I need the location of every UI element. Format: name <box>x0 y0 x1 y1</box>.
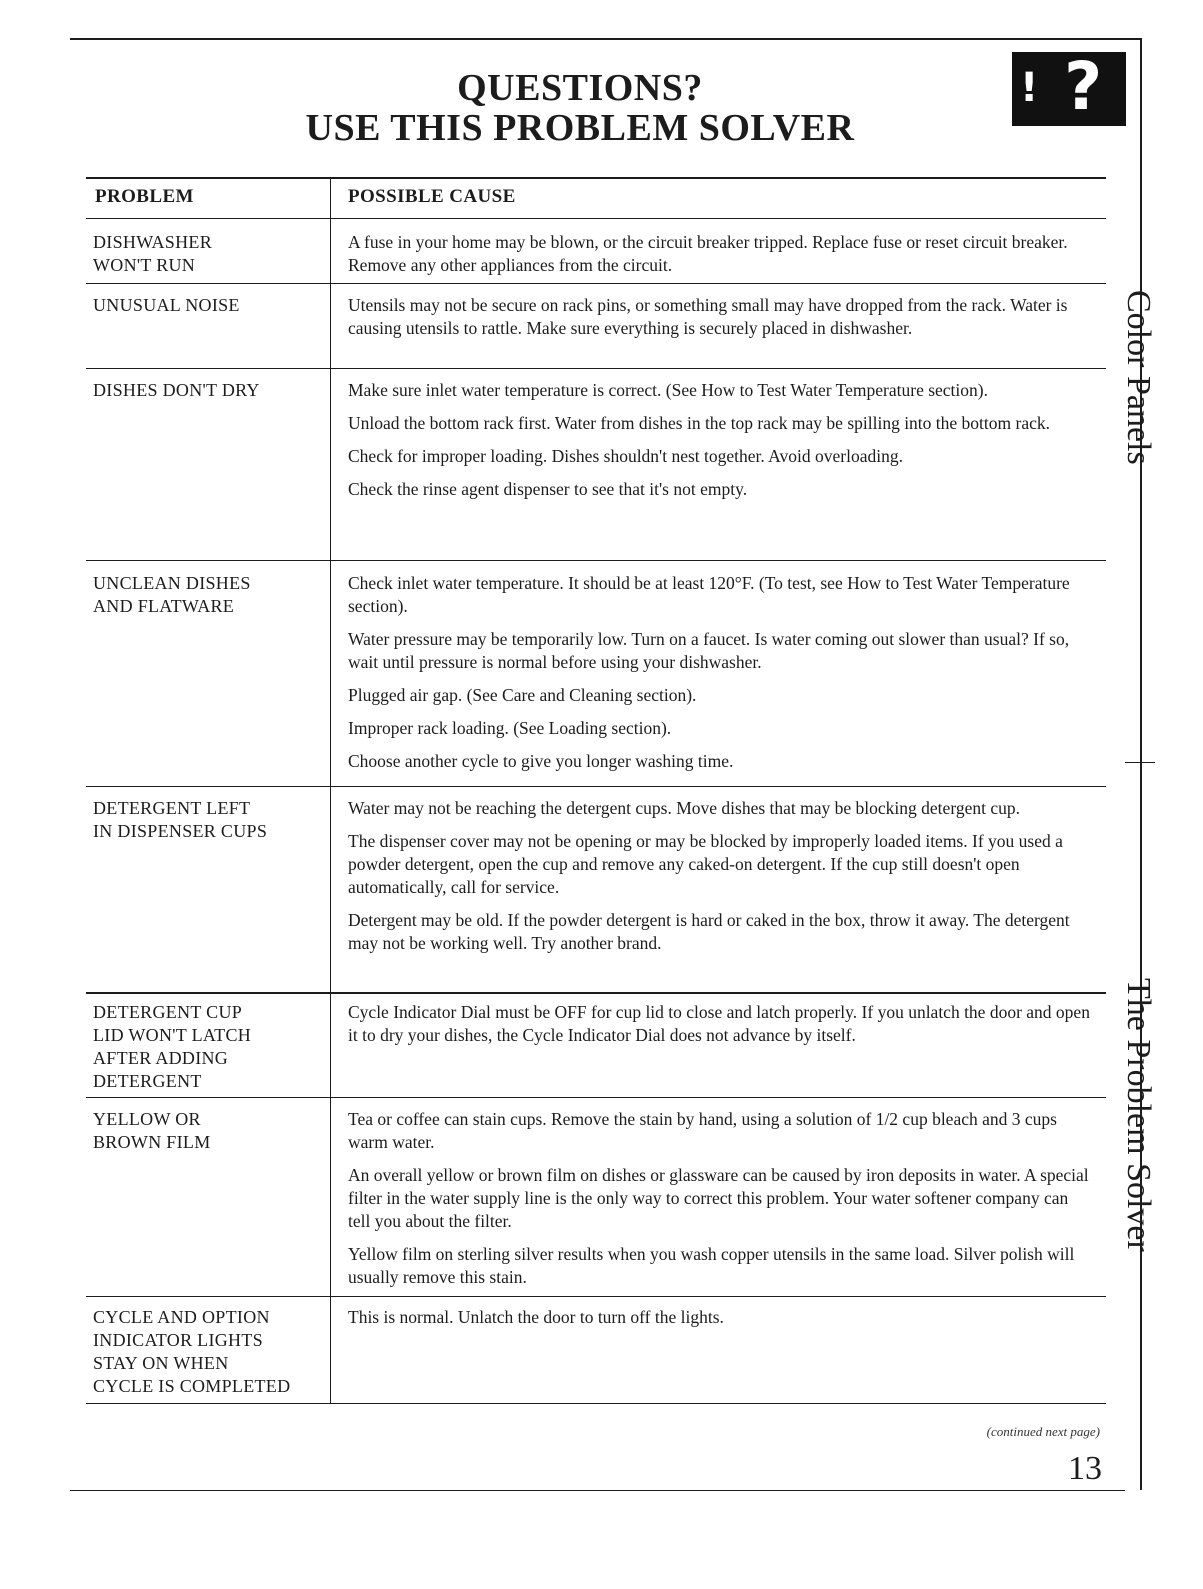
question-mark-glyph: ? <box>1064 52 1103 125</box>
bottom-rule <box>70 1490 1125 1491</box>
cause-cell <box>348 1001 1093 1057</box>
cause-text: The dispenser cover may not be opening or may be blocked by improperly loaded items. If you used a powder detergent, open the cup and remove any caked-on detergent. If the cup still doesn't open automatically, call for service. <box>348 831 1063 897</box>
row-rule-2 <box>86 368 1106 369</box>
cause-text: Check the rinse agent dispenser to see that it's not empty. <box>348 479 748 499</box>
side-tab-problem-solver: The Problem Solver <box>1120 978 1157 1252</box>
problem-cell: YELLOW OR BROWN FILM <box>93 1109 211 1152</box>
cause-text: Cycle Indicator Dial must be OFF for cup lid to close and latch properly. If you unlatch the door and open it to dry your dishes, the Cycle Indicator Dial does not advance by itself. <box>348 1002 1090 1045</box>
cause-text: Check for improper loading. Dishes shouldn't nest together. Avoid overloading. <box>348 446 903 466</box>
cause-text: Check inlet water temperature. It should be at least 120°F. (To test, see How to Test Water Temperature section). <box>348 573 1070 616</box>
side-tab-color-panels: Color Panels <box>1120 290 1157 465</box>
cause-text: Detergent may be old. If the powder detergent is hard or caked in the box, throw it away. The detergent may not be working well. Try another brand. <box>348 910 1070 953</box>
row-rule-3 <box>86 560 1106 561</box>
cause-cell <box>348 379 1093 511</box>
problem-cell: DETERGENT LEFT IN DISPENSER CUPS <box>93 798 268 841</box>
row-rule-4 <box>86 786 1106 787</box>
cause-text: Choose another cycle to give you longer washing time. <box>348 751 734 771</box>
row-rule-6 <box>86 1097 1106 1098</box>
problem-cell: CYCLE AND OPTION INDICATOR LIGHTS STAY ON WHEN CYCLE IS COMPLETED <box>93 1307 291 1396</box>
cause-text: Utensils may not be secure on rack pins, or something small may have dropped from the rack. Water is causing utensils to rattle. Make sure everything is securely placed in dishwasher. <box>348 295 1068 338</box>
header-possible-cause: POSSIBLE CAUSE <box>348 186 516 207</box>
cause-text: Water pressure may be temporarily low. Turn on a faucet. Is water coming out slower than usual? If so, wait until pressure is normal before using your dishwasher. <box>348 629 1070 672</box>
problem-cell: UNCLEAN DISHES AND FLATWARE <box>93 573 251 616</box>
cause-text: Plugged air gap. (See Care and Cleaning section). <box>348 685 697 705</box>
top-rule <box>70 38 1142 40</box>
cause-text: This is normal. Unlatch the door to turn off the lights. <box>348 1307 724 1327</box>
cause-text: Yellow film on sterling silver results when you wash copper utensils in the same load. Silver polish will usually remove this stain. <box>348 1244 1075 1287</box>
continued-note: (continued next page) <box>986 1424 1100 1439</box>
question-badge-icon <box>1012 52 1126 126</box>
cause-text: An overall yellow or brown film on dishes or glassware can be caused by iron deposits in water. A special filter in the water supply line is the only way to correct this problem. Your water softener company can tell you about the filter. <box>348 1165 1089 1231</box>
cause-text: A fuse in your home may be blown, or the circuit breaker tripped. Replace fuse or reset circuit breaker. Remove any other appliances from the circuit. <box>348 232 1068 275</box>
exclamation-glyph: ! <box>1020 65 1039 111</box>
cause-text: Improper rack loading. (See Loading section). <box>348 718 672 738</box>
cause-cell <box>348 294 1093 350</box>
cause-text: Water may not be reaching the detergent cups. Move dishes that may be blocking detergent cup. <box>348 798 1020 818</box>
row-rule-5 <box>86 992 1106 994</box>
cause-text: Unload the bottom rack first. Water from dishes in the top rack may be spilling into the bottom rack. <box>348 413 1050 433</box>
table-top-rule <box>86 177 1106 179</box>
problem-cell: DISHWASHER WON'T RUN <box>93 232 213 275</box>
problem-cell: DETERGENT CUP LID WON'T LATCH AFTER ADDING DETERGENT <box>93 1002 252 1091</box>
page-title-line2: USE THIS PROBLEM SOLVER <box>305 107 855 149</box>
cause-cell <box>348 572 1093 783</box>
header-problem: PROBLEM <box>95 186 194 207</box>
sidebar-tab-divider <box>1125 762 1155 763</box>
cause-cell <box>348 1306 1093 1339</box>
cause-cell <box>348 231 1093 287</box>
problem-cell: UNUSUAL NOISE <box>93 295 240 315</box>
header-bottom-rule <box>86 218 1106 219</box>
page-title-line1: QUESTIONS? <box>457 67 703 109</box>
cause-text: Tea or coffee can stain cups. Remove the stain by hand, using a solution of 1/2 cup bleach and 3 cups warm water. <box>348 1109 1057 1152</box>
column-divider <box>330 178 331 1404</box>
problem-cell: DISHES DON'T DRY <box>93 380 260 400</box>
cause-cell <box>348 1108 1093 1299</box>
cause-text: Make sure inlet water temperature is correct. (See How to Test Water Temperature section). <box>348 380 988 400</box>
table-bottom-rule <box>86 1403 1106 1404</box>
page-number: 13 <box>1068 1450 1102 1487</box>
cause-cell <box>348 797 1093 965</box>
